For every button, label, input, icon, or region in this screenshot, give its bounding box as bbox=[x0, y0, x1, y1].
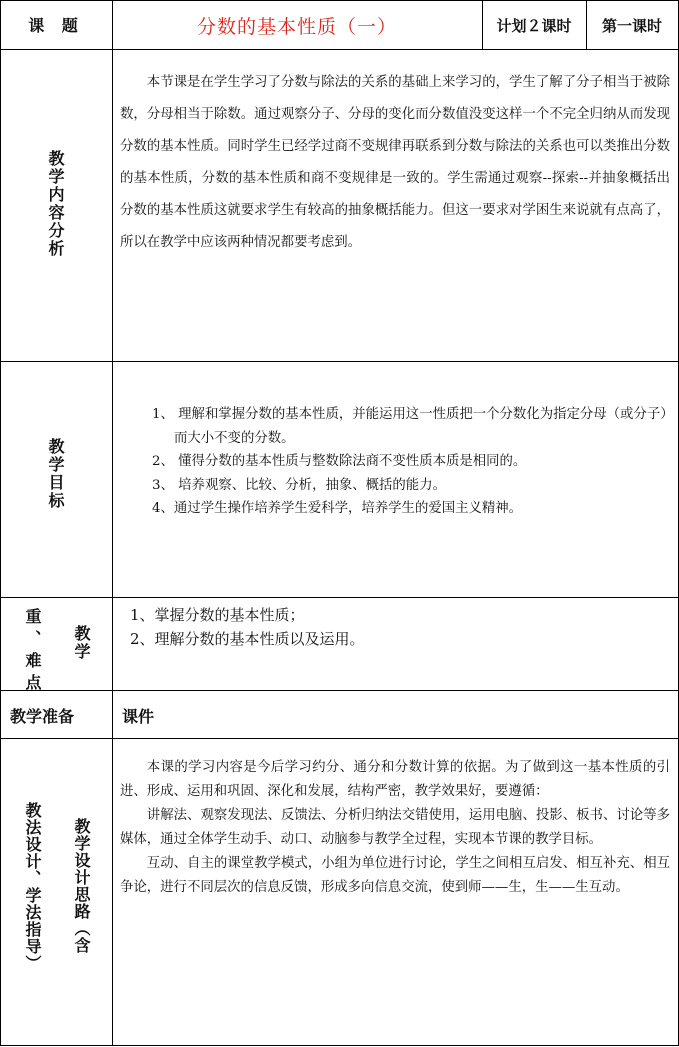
key-point-item: 2、理解分数的基本性质以及运用。 bbox=[130, 630, 365, 648]
objectives-label: 教学目标 bbox=[46, 438, 65, 510]
preparation-value: 课件 bbox=[122, 707, 155, 726]
design-paragraph: 本课的学习内容是今后学习约分、通分和分数计算的依据。为了做到这一基本性质的引进、形成、运用和巩固、深化和发展，结构严密，教学效果好，要遵循： bbox=[120, 760, 670, 799]
content-analysis-label: 教学内容分析 bbox=[46, 150, 65, 258]
design-paragraph: 互动、自主的课堂教学模式，小组为单位进行讨论，学生之间相互启发、相互补充、相互争论，进行不同层次的信息反馈，形成多向信息交流，使到师——生，生——生互动。 bbox=[120, 856, 670, 895]
key-points-label-teaching: 教学 bbox=[72, 625, 91, 661]
plan-hours: 计划２课时 bbox=[496, 17, 572, 35]
key-point-item: 1、掌握分数的基本性质； bbox=[130, 606, 305, 624]
key-points-label: 重、难点 bbox=[23, 608, 42, 696]
design-label-idea: 教学设计思路（含 bbox=[72, 818, 91, 954]
design-paragraph: 讲解法、观察发现法、反馈法、分析归纳法交错使用，运用电脑、投影、板书、讨论等多媒体，通过全体学生动手、动口、动脑参与教学全过程，实现本节课的教学目标。 bbox=[120, 808, 670, 847]
design-label-method: 教法设计、学法指导） bbox=[23, 802, 42, 972]
objective-item: 2、 懂得分数的基本性质与整数除法商不变性质本质是相同的。 bbox=[152, 454, 527, 469]
lesson-title: 分数的基本性质（一） bbox=[196, 16, 397, 38]
preparation-label: 教学准备 bbox=[10, 707, 75, 726]
objective-item: 1、 理解和掌握分数的基本性质，并能运用这一性质把一个分数化为指定分母（或分子）而大小不变的分数。 bbox=[152, 407, 667, 446]
design-text bbox=[120, 756, 670, 900]
key-points-list bbox=[130, 603, 670, 651]
objective-item: 4、通过学生操作培养学生爱科学，培养学生的爱国主义精神。 bbox=[152, 501, 523, 516]
topic-label: 课 题 bbox=[28, 16, 84, 35]
content-analysis-text: 本节课是在学生学习了分数与除法的关系的基础上来学习的，学生了解了分子相当于被除数，分母相当于除数。通过观察分子、分母的变化而分数值没变这样一个不完全归纳从而发现分数的基本性质。同时学生已经学过商不变规律再联系到分数与除法的关系也可以类推出分数的基本性质，分数的基本性质和商不变规律是一致的。学生需通过观察--探索--并抽象概括出分数的基本性质这就要求学生有较高的抽象概括能力。但这一要求对学困生来说就有点高了，所以在教学中应该两种情况都要考虑到。 bbox=[120, 75, 670, 250]
objective-item: 3、 培养观察、比较、分析，抽象、概括的能力。 bbox=[152, 477, 446, 493]
lesson-number: 第一课时 bbox=[601, 17, 662, 35]
objectives-list bbox=[152, 403, 670, 521]
